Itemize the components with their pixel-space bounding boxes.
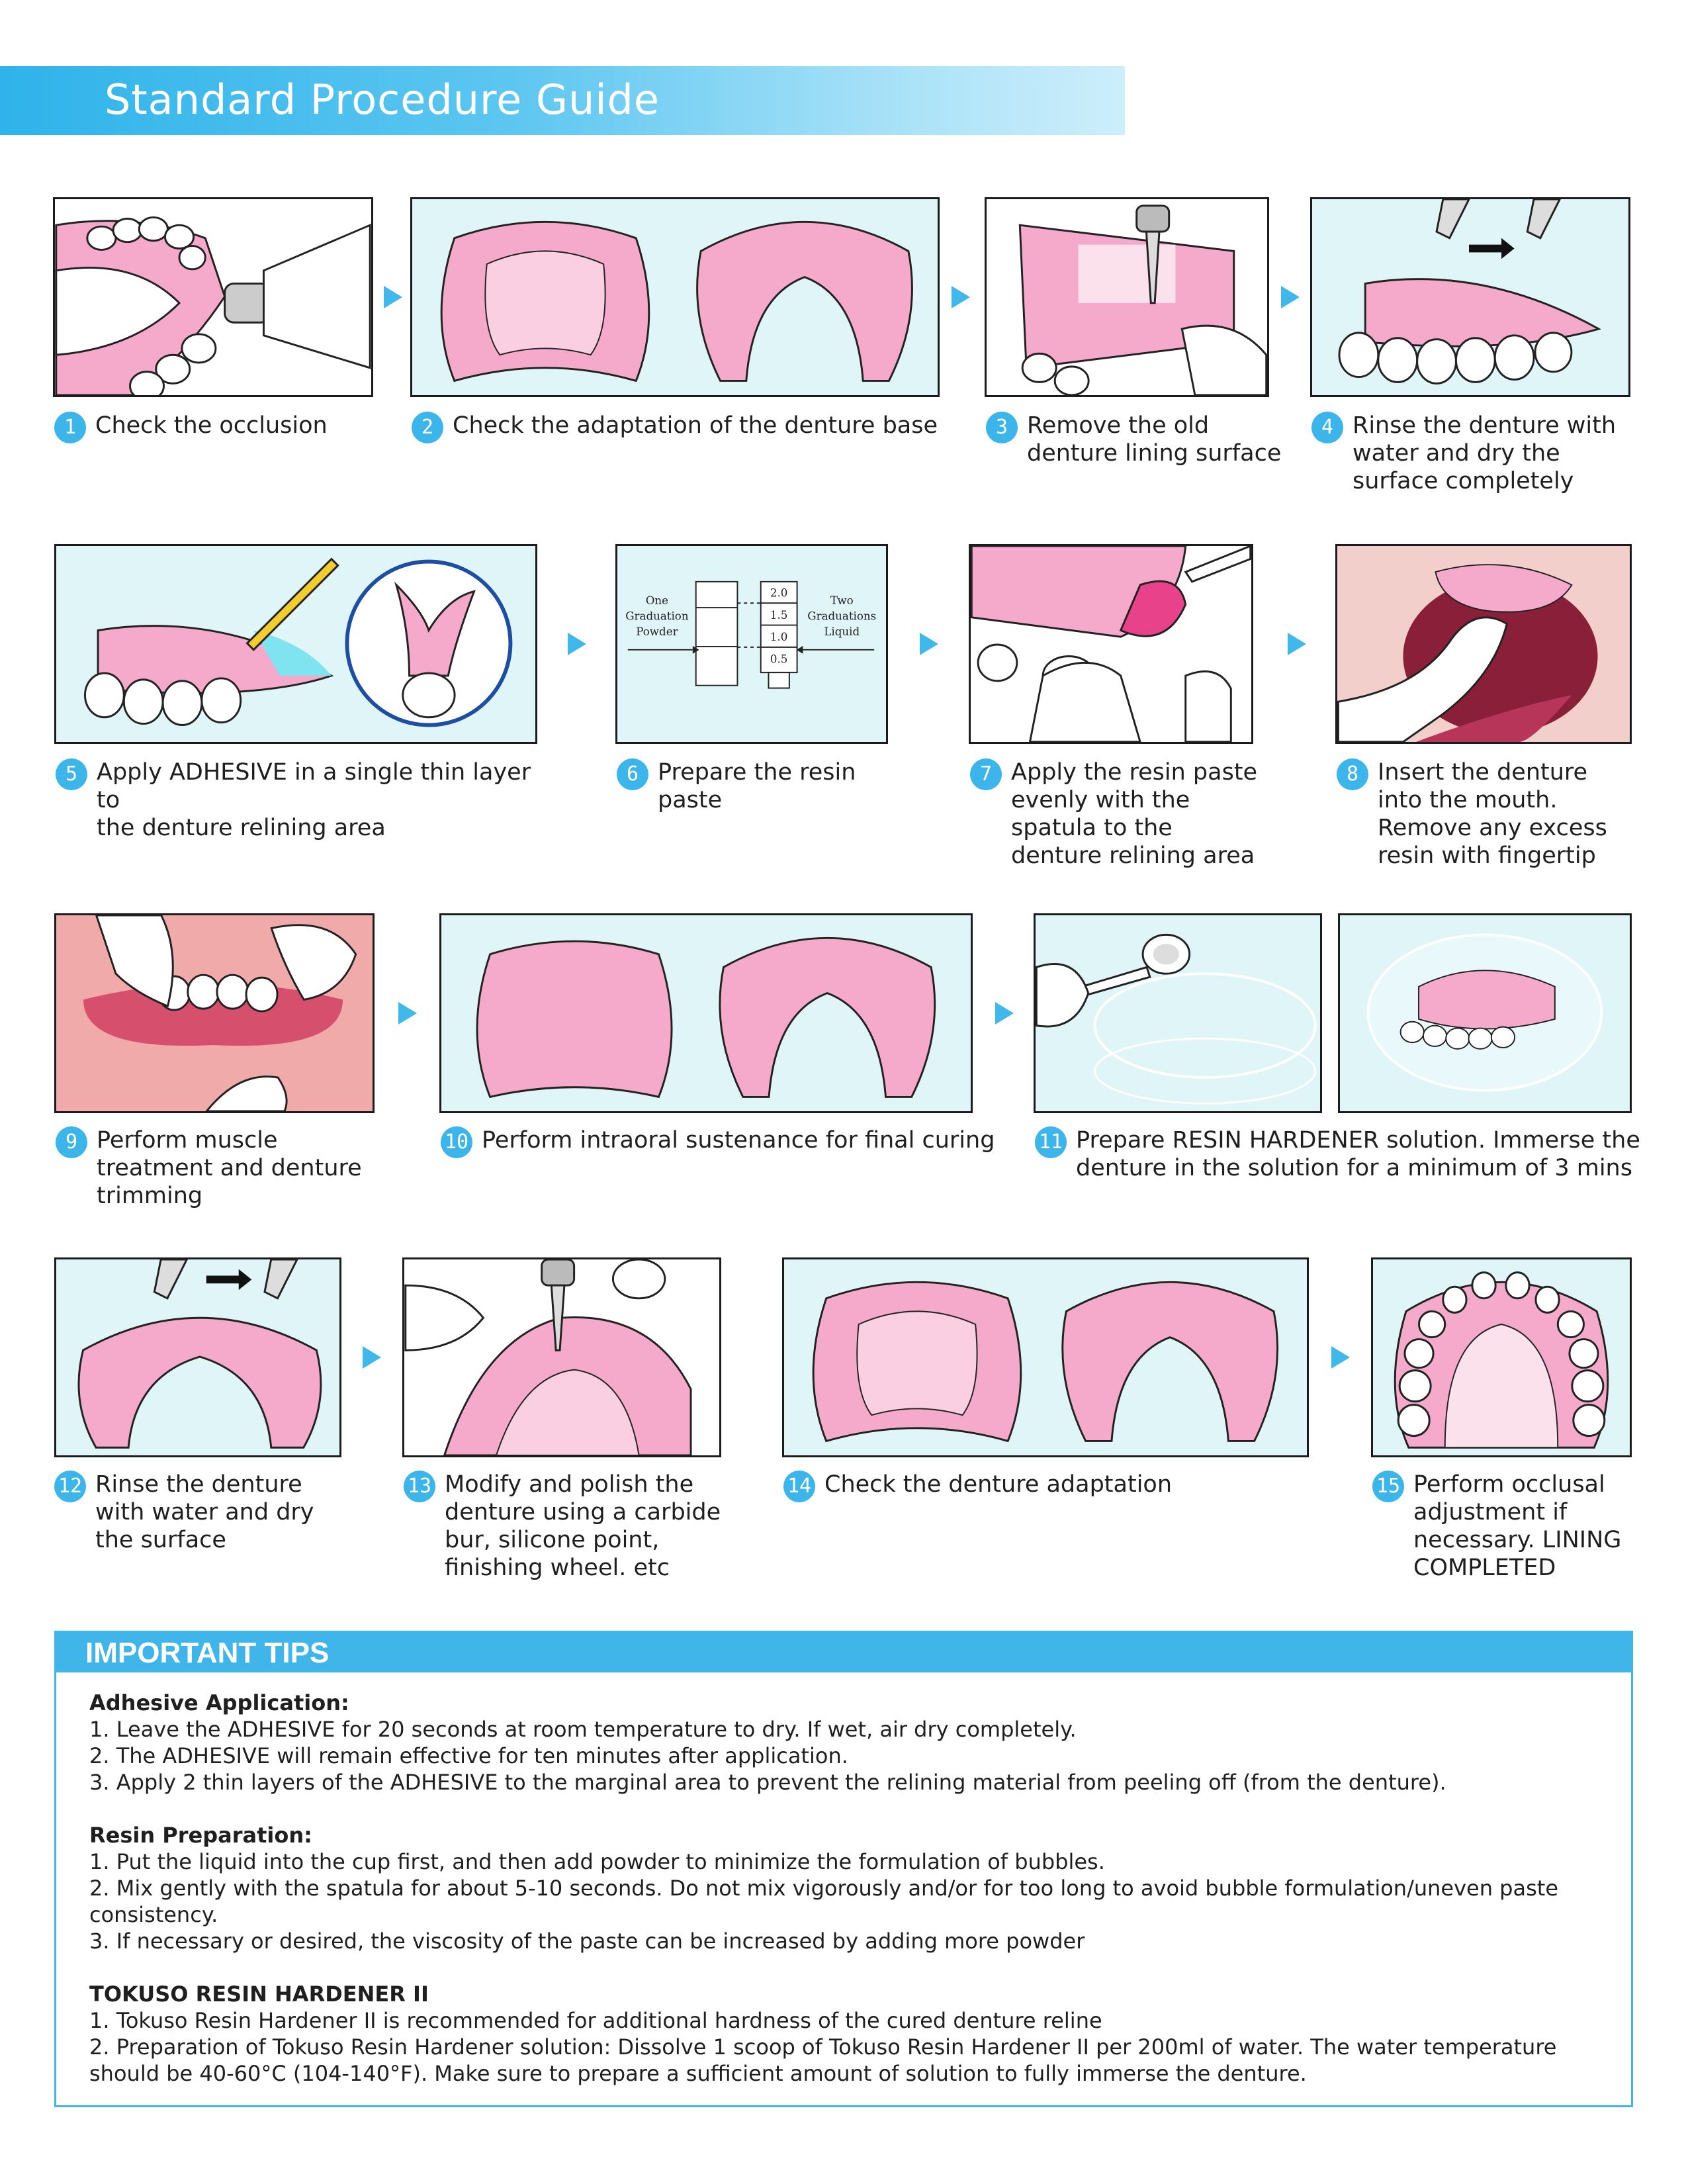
tips-item: 1. Tokuso Resin Hardener II is recommended for additional hardness of the cured denture reline	[89, 2008, 1102, 2033]
illustration-step-14	[782, 1257, 1309, 1457]
step-text: Apply ADHESIVE in a single thin layer to the denture relining area	[97, 759, 531, 841]
powder-label-line2: Graduation	[625, 610, 689, 623]
arrow-right-icon	[384, 286, 402, 308]
tips-body	[89, 1690, 1624, 2087]
liquid-label-line1: Two	[830, 594, 854, 608]
step-number-badge: 1	[54, 412, 86, 443]
illustration-step-9	[54, 913, 375, 1113]
header-banner	[0, 66, 1125, 135]
step-caption-4	[1311, 412, 1629, 495]
graduation-mark: 2.0	[770, 586, 788, 600]
step-text: Prepare the resin paste	[658, 759, 856, 813]
graduation-mark: 1.5	[770, 608, 788, 621]
step-caption-1	[54, 412, 365, 439]
step-caption-15	[1372, 1471, 1650, 1582]
step-caption-7	[970, 758, 1268, 870]
step-caption-11	[1035, 1126, 1644, 1182]
tips-section-heading: Resin Preparation:	[89, 1823, 312, 1848]
arrow-right-icon	[1331, 1346, 1350, 1369]
step-number-badge: 15	[1372, 1471, 1404, 1502]
step-number-badge: 12	[54, 1471, 86, 1502]
illustration-step-10	[439, 913, 973, 1113]
step-number-badge: 4	[1311, 412, 1343, 443]
tips-item: 2. The ADHESIVE will remain effective for ten minutes after application.	[89, 1743, 848, 1768]
step-text: Rinse the denture with water and dry the surface completely	[1353, 412, 1617, 494]
tips-item: 3. Apply 2 thin layers of the ADHESIVE to the marginal area to prevent the relining material from peeling off (from the denture).	[89, 1770, 1446, 1795]
illustration-step-8	[1335, 544, 1632, 744]
step-number-badge: 8	[1337, 758, 1368, 790]
step-caption-13	[404, 1471, 748, 1582]
step-text: Perform muscle treatment and denture trimming	[97, 1127, 362, 1209]
important-tips-box	[54, 1631, 1633, 2107]
illustration-step-15	[1371, 1257, 1632, 1457]
step-number-badge: 9	[56, 1126, 87, 1158]
tips-item: 2. Preparation of Tokuso Resin Hardener solution: Dissolve 1 scoop of Tokuso Resin Hardener II per 200ml of water. The water temperature should be 40-60°C (104-140°F). Make sure to prepare a sufficient amount of solution to fully immerse the denture.	[89, 2034, 1557, 2086]
step-text: Perform occlusal adjustment if necessary. LINING COMPLETED	[1413, 1471, 1622, 1581]
illustration-step-5	[54, 544, 537, 744]
illustration-step-11b	[1338, 913, 1632, 1113]
illustration-step-12	[54, 1257, 341, 1457]
step-caption-14	[783, 1471, 1313, 1498]
graduation-mark: 1.0	[770, 631, 788, 644]
graduation-mark: 0.5	[770, 653, 788, 666]
step-caption-9	[56, 1126, 386, 1210]
illustration-step-7	[969, 544, 1253, 744]
step-caption-8	[1337, 758, 1641, 870]
illustration-step-2	[410, 197, 940, 397]
step-number-badge: 10	[441, 1126, 472, 1158]
step-text: Modify and polish the denture using a carbide bur, silicone point, finishing wheel. etc	[445, 1471, 721, 1581]
illustration-step-3	[985, 197, 1269, 397]
illustration-step-13	[402, 1257, 721, 1457]
step-text: Perform intraoral sustenance for final curing	[482, 1127, 995, 1154]
arrow-right-icon	[995, 1002, 1014, 1024]
step-text: Rinse the denture with water and dry the surface	[95, 1471, 314, 1553]
step-caption-3	[986, 412, 1297, 467]
step-text: Prepare RESIN HARDENER solution. Immerse the denture in the solution for a minimum of 3 mins	[1076, 1127, 1640, 1181]
arrow-right-icon	[398, 1002, 417, 1024]
liquid-label-line2: Graduations	[807, 610, 877, 623]
step-caption-6	[617, 758, 895, 814]
arrow-right-icon	[1288, 633, 1306, 655]
illustration-step-4	[1310, 197, 1630, 397]
step-number-badge: 11	[1035, 1126, 1067, 1158]
illustration-step-1	[53, 197, 373, 397]
step-number-badge: 7	[970, 758, 1002, 790]
page-title: Standard Procedure Guide	[105, 75, 660, 124]
arrow-right-icon	[920, 633, 938, 655]
tips-item: 3. If necessary or desired, the viscosity of the paste can be increased by adding more powder	[89, 1929, 1085, 1954]
step-number-badge: 3	[986, 412, 1018, 443]
step-caption-12	[54, 1471, 372, 1554]
arrow-right-icon	[952, 286, 970, 308]
tips-item: 2. Mix gently with the spatula for about 5-10 seconds. Do not mix vigorously and/or for too long to avoid bubble formulation/uneven paste consistency.	[89, 1876, 1558, 1927]
tips-section-heading: TOKUSO RESIN HARDENER II	[89, 1981, 429, 2007]
powder-label-line3: Powder	[636, 625, 678, 639]
tips-title: IMPORTANT TIPS	[85, 1637, 330, 1669]
step-number-badge: 6	[617, 758, 648, 790]
arrow-right-icon	[363, 1346, 381, 1369]
powder-label-line1: One	[645, 594, 669, 608]
tips-section-heading: Adhesive Application:	[89, 1690, 349, 1715]
tips-item: 1. Put the liquid into the cup first, and then add powder to minimize the formulation of bubbles.	[89, 1849, 1105, 1874]
step-number-badge: 5	[56, 758, 87, 790]
step-text: Insert the denture into the mouth. Remove any excess resin with fingertip	[1378, 759, 1607, 869]
step-caption-10	[441, 1126, 997, 1154]
step-caption-5	[56, 758, 558, 842]
arrow-right-icon	[1281, 286, 1300, 308]
step-text: Apply the resin paste evenly with the spatula to the denture relining area	[1011, 759, 1258, 869]
step-number-badge: 13	[404, 1471, 435, 1502]
step-text: Remove the old denture lining surface	[1027, 412, 1282, 467]
tips-header	[56, 1633, 1631, 1672]
liquid-label-line3: Liquid	[824, 625, 860, 639]
step-number-badge: 14	[783, 1471, 815, 1502]
illustration-step-11a	[1034, 913, 1322, 1113]
tips-item: 1. Leave the ADHESIVE for 20 seconds at room temperature to dry. If wet, air dry completely.	[89, 1717, 1077, 1742]
step-text: Check the adaptation of the denture base	[453, 412, 938, 439]
illustration-step-6	[615, 544, 888, 744]
arrow-right-icon	[568, 633, 586, 655]
step-text: Check the occlusion	[95, 412, 328, 439]
step-caption-2	[412, 412, 954, 439]
step-number-badge: 2	[412, 412, 443, 443]
step-text: Check the denture adaptation	[824, 1471, 1173, 1498]
